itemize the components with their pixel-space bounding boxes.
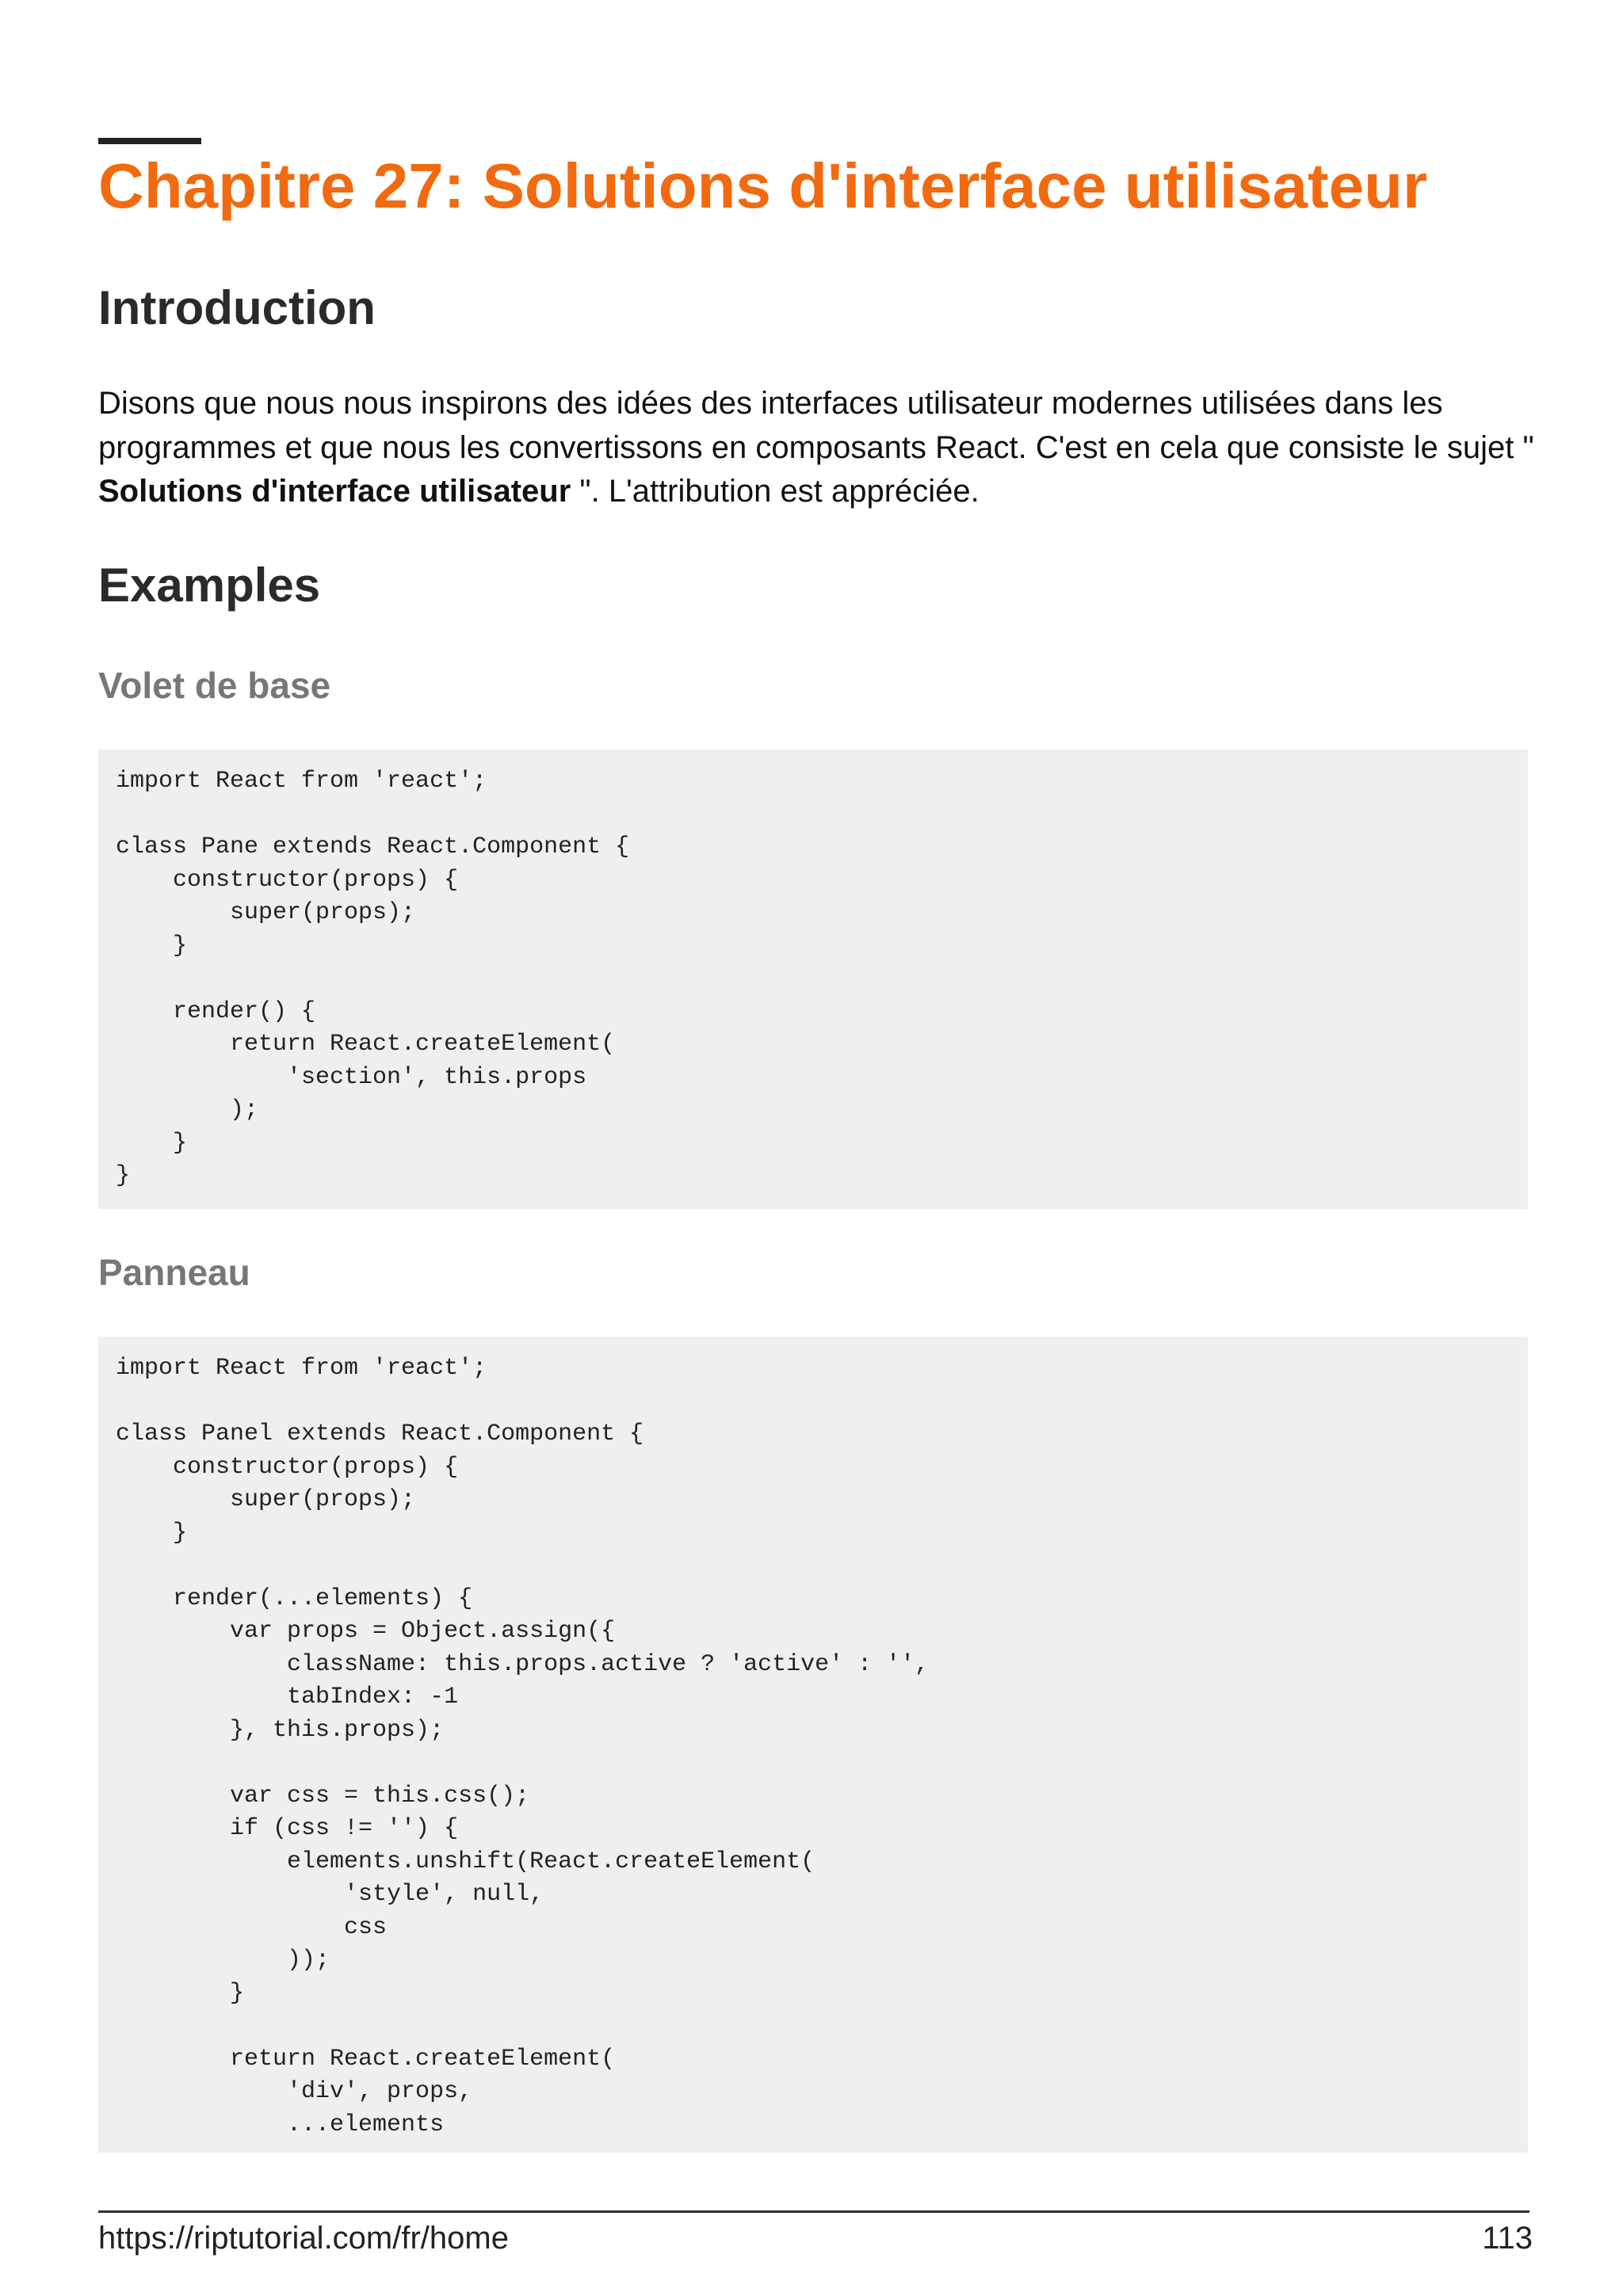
code-line: 'section', this.props [116,1063,587,1091]
examples-heading: Examples [98,559,321,612]
code-line [116,2010,1510,2043]
code-line: import React from 'react'; [116,768,487,795]
code-line: render(...elements) { [116,1585,473,1612]
code-line: )); [116,1947,330,1974]
intro-paragraph [98,382,1541,514]
code-line [116,799,1510,832]
code-line: class Panel extends React.Component { [116,1421,644,1447]
code-line: } [116,1129,188,1157]
code-line: super(props); [116,899,416,926]
code-line: css [116,1913,388,1941]
code-line: super(props); [116,1486,416,1513]
code-line: var props = Object.assign({ [116,1618,616,1645]
code-line: 'div', props, [116,2078,473,2105]
code-line: className: this.props.active ? 'active' : '', [116,1650,930,1678]
code-line: ...elements [116,2111,445,2138]
footer-rule [98,2210,1529,2213]
code-line: } [116,1519,188,1547]
code-line: constructor(props) { [116,866,459,894]
page-number: 113 [1482,2221,1533,2256]
code-line [116,963,1510,996]
intro-bold: Solutions d'interface utilisateur [98,474,571,509]
code-line [116,1550,1510,1583]
intro-text-end: ". L'attribution est appréciée. [571,474,980,509]
chapter-title: Chapitre 27: Solutions d'interface utilisateur [98,151,1428,221]
section-title-panneau: Panneau [98,1252,250,1293]
code-line: class Pane extends React.Component { [116,833,630,860]
code-block-pane [98,749,1528,1209]
code-line: constructor(props) { [116,1453,459,1481]
section-title-volet: Volet de base [98,665,331,706]
code-line: import React from 'react'; [116,1355,487,1382]
code-line [116,1386,1510,1419]
footer-url[interactable]: https://riptutorial.com/fr/home [98,2221,509,2256]
code-line: tabIndex: -1 [116,1684,459,1711]
code-line: }, this.props); [116,1716,445,1744]
code-line: 'style', null, [116,1881,544,1908]
code-line: return React.createElement( [116,1031,616,1058]
code-line: ); [116,1097,259,1123]
intro-text: Disons que nous nous inspirons des idées des interfaces utilisateur modernes utilisées dans les programmes et que nous les convertissons en composants React. C'est en cela que consiste le sujet " [98,386,1534,465]
code-line: render() { [116,997,316,1025]
code-line: elements.unshift(React.createElement( [116,1848,815,1875]
code-line: var css = this.css(); [116,1782,530,1810]
code-line: } [116,1979,245,2007]
code-line: } [116,932,188,959]
code-line: if (css != '') { [116,1815,459,1842]
code-line [116,1747,1510,1780]
code-block-panel [98,1337,1528,2153]
code-line: return React.createElement( [116,2045,616,2073]
intro-heading: Introduction [98,281,376,334]
code-line: } [116,1162,131,1189]
